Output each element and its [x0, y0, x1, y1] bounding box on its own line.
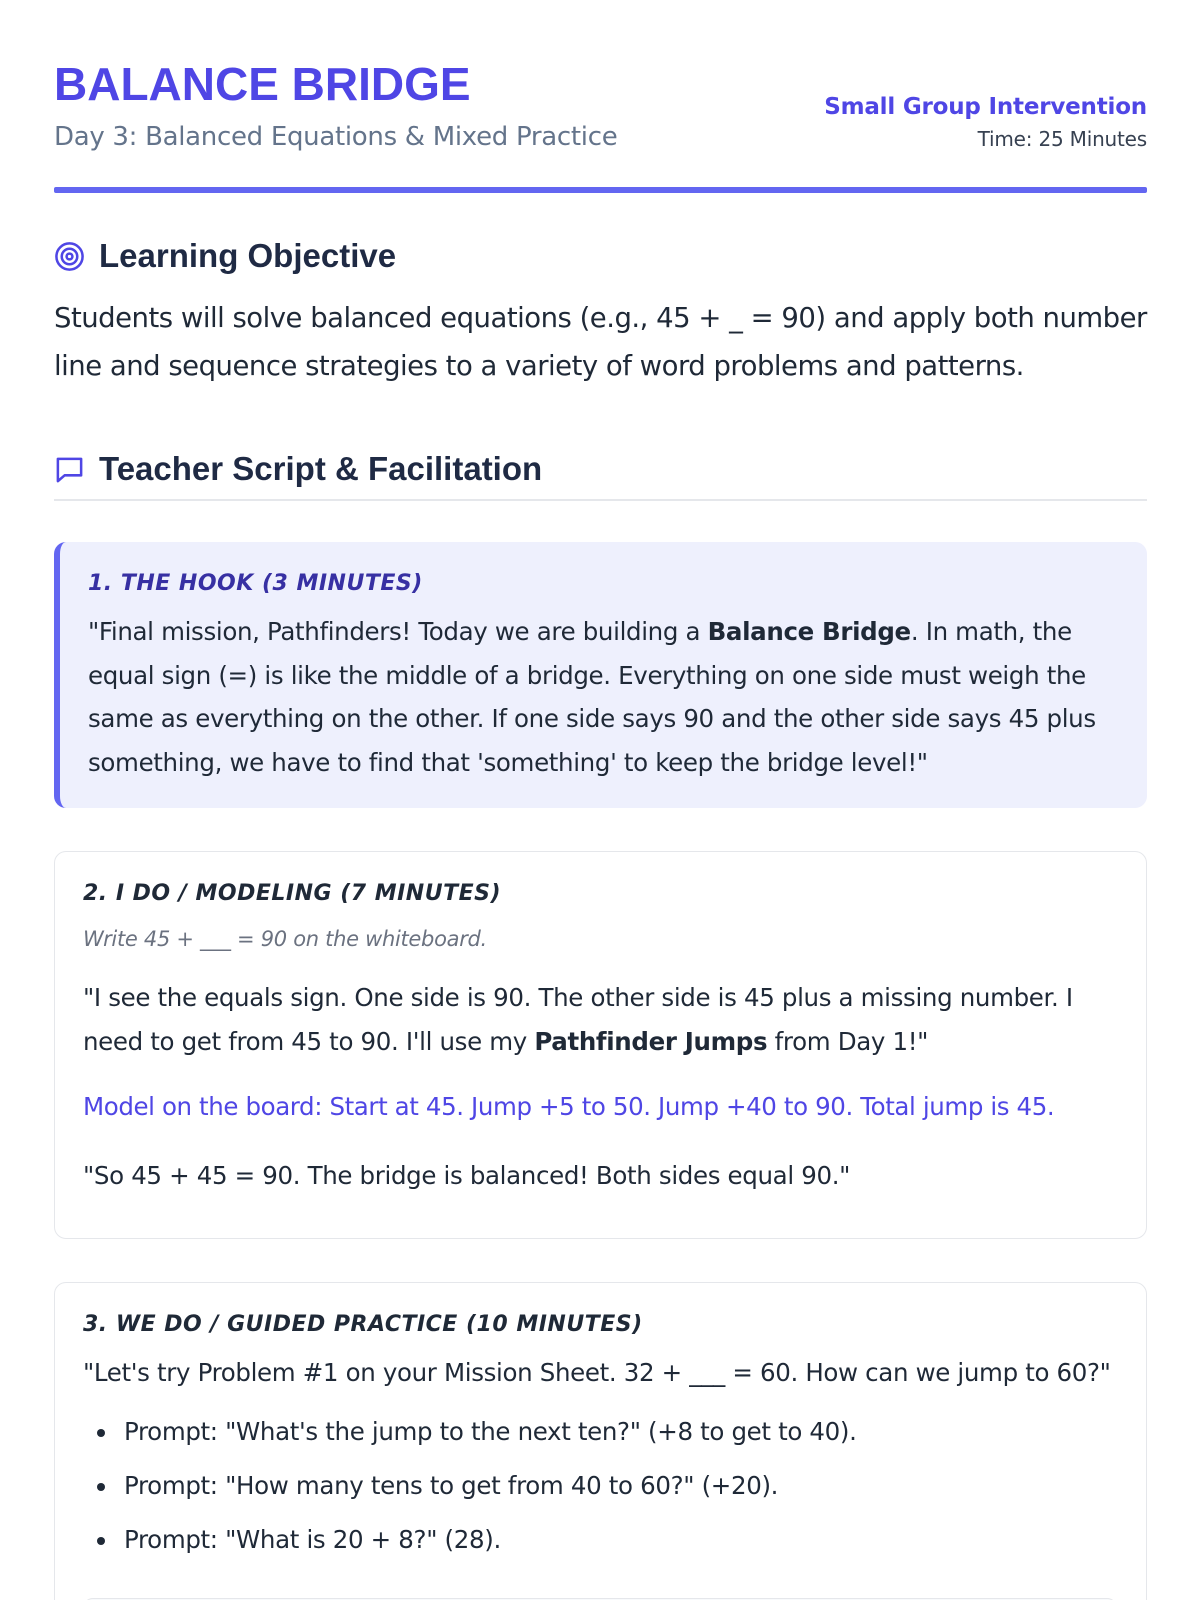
hook-card	[54, 542, 1147, 808]
script-divider	[54, 499, 1147, 501]
guided-practice-intro: "Let's try Problem #1 on your Mission Sheet. 32 + ___ = 60. How can we jump to 60?"	[83, 1358, 1111, 1387]
group-format-label: Small Group Intervention	[824, 94, 1147, 120]
modeling-text-end: from Day 1!"	[767, 1026, 929, 1056]
modeling-text-start: "I see the equals sign. One side is 90. The other side is 45 plus a missing number. I need to get from 45 to 90. I'll use my	[83, 983, 1073, 1056]
lesson-header	[54, 0, 1147, 196]
list-item: Prompt: "What's the jump to the next ten?" (+8 to get to 40).	[124, 1405, 1118, 1459]
objective-heading: Learning Objective	[99, 237, 397, 274]
modeling-stage-note: Write 45 + ___ = 90 on the whiteboard.	[83, 927, 487, 951]
modeling-board-note: Model on the board: Start at 45. Jump +5 to 50. Jump +40 to 90. Total jump is 45.	[83, 1092, 1055, 1121]
objective-text: Students will solve balanced equations (e.g., 45 + _ = 90) and apply both number line and sequence strategies to a variety of word problems and patterns.	[54, 302, 1147, 382]
modeling-closing-text: "So 45 + 45 = 90. The bridge is balanced! Both sides equal 90."	[83, 1161, 851, 1190]
modeling-card	[54, 851, 1147, 1239]
hook-text-end: . In math, the equal sign (=) is like the middle of a bridge. Everything on one side must weigh the same as everything on the other. If one side says 90 and the other side says 45 plus something, we have to find that 'something' to keep the bridge level!"	[88, 617, 1096, 777]
target-icon	[54, 241, 85, 272]
modeling-text-bold: Pathfinder Jumps	[534, 1026, 768, 1056]
script-heading-row	[54, 449, 542, 489]
header-divider	[54, 187, 1147, 193]
hook-text	[88, 610, 1113, 784]
modeling-script-text	[83, 976, 1118, 1063]
guided-practice-card	[54, 1282, 1147, 1600]
lesson-meta	[824, 92, 1147, 153]
script-heading: Teacher Script & Facilitation	[99, 450, 543, 487]
hook-title: 1. THE HOOK (3 MINUTES)	[88, 571, 423, 596]
lesson-title: BALANCE BRIDGE	[54, 58, 471, 110]
list-item: Prompt: "How many tens to get from 40 to 60?" (+20).	[124, 1459, 1118, 1513]
speech-bubble-icon	[54, 454, 85, 485]
prompt-list	[83, 1405, 1118, 1567]
hook-text-bold: Balance Bridge	[707, 617, 911, 646]
guided-practice-title: 3. WE DO / GUIDED PRACTICE (10 MINUTES)	[83, 1312, 643, 1337]
list-item: Prompt: "What is 20 + 8?" (28).	[124, 1513, 1118, 1567]
lesson-subtitle: Day 3: Balanced Equations & Mixed Practice	[54, 122, 618, 152]
modeling-title: 2. I DO / MODELING (7 MINUTES)	[83, 881, 502, 906]
objective-heading-row	[54, 236, 396, 276]
time-label: Time: 25 Minutes	[977, 127, 1147, 151]
hook-text-start: "Final mission, Pathfinders! Today we are building a	[88, 617, 708, 646]
